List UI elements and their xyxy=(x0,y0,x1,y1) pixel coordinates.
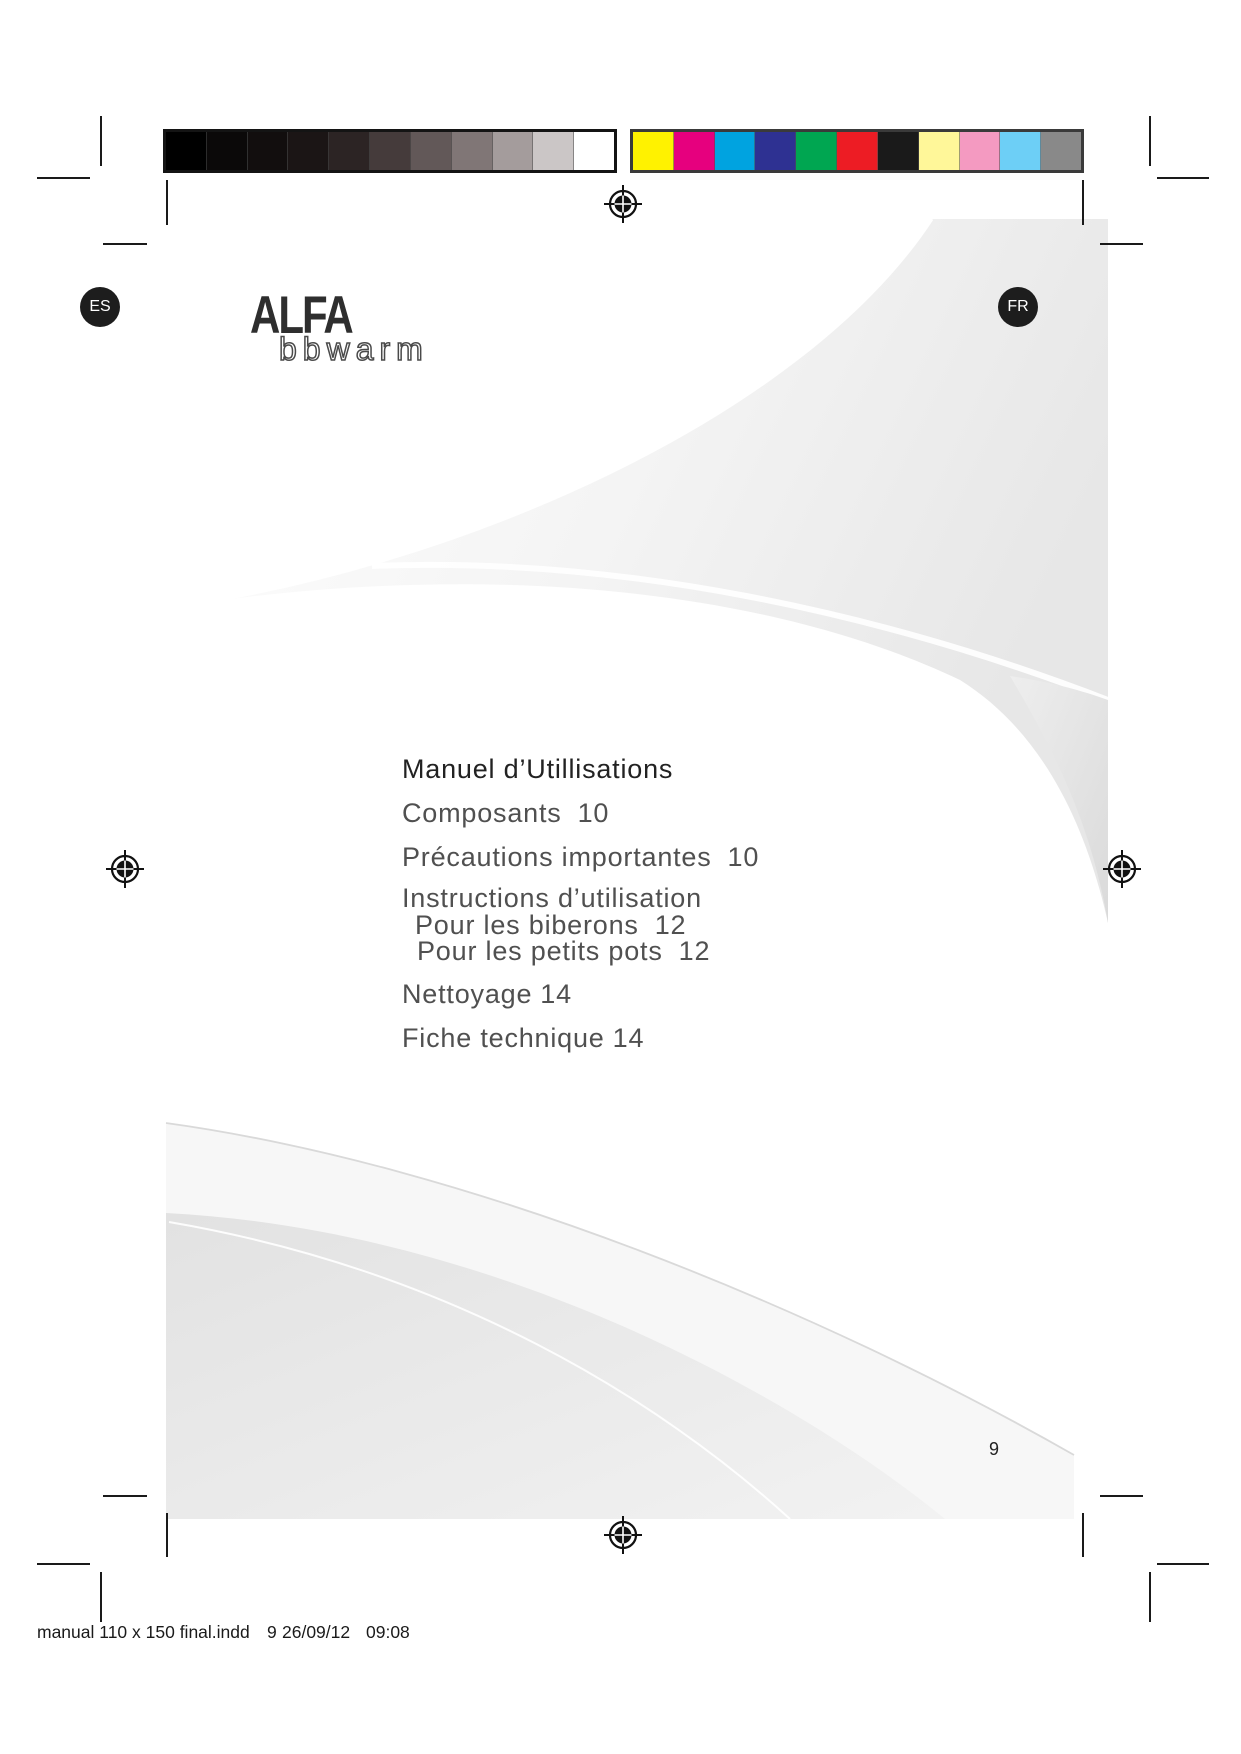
slug-date: 26/09/12 xyxy=(282,1622,351,1642)
language-tab-left-clip xyxy=(89,287,123,327)
crop-mark xyxy=(166,1513,168,1557)
toc-subentry-label: Pour les petits pots xyxy=(417,936,663,966)
color-swatch xyxy=(674,132,715,170)
color-swatch xyxy=(288,132,329,170)
crop-mark xyxy=(1157,177,1209,179)
toc-entry-label: Nettoyage xyxy=(402,979,533,1009)
toc-entry-label: Fiche technique xyxy=(402,1023,605,1053)
toc-entry-label: Instructions d’utilisation xyxy=(402,883,702,913)
color-swatch xyxy=(574,132,614,170)
registration-mark xyxy=(601,182,645,226)
crop-mark xyxy=(1157,1563,1209,1565)
toc-entry-page: 10 xyxy=(727,842,760,872)
toc-entry-page: 14 xyxy=(612,1023,645,1053)
slug-file-name: manual 110 x 150 final.indd xyxy=(37,1622,250,1642)
color-swatch xyxy=(633,132,674,170)
language-tab-es: ES xyxy=(80,287,120,327)
crop-mark xyxy=(1082,180,1084,225)
page-number: 9 xyxy=(989,1439,1000,1459)
color-swatch xyxy=(411,132,452,170)
toc-entry xyxy=(402,1022,644,1054)
color-swatch xyxy=(960,132,1001,170)
color-swatch xyxy=(1041,132,1081,170)
registration-mark xyxy=(103,847,147,891)
color-swatch xyxy=(493,132,534,170)
toc-entry-page: 14 xyxy=(540,979,572,1009)
toc-subentry-page: 12 xyxy=(678,936,711,966)
color-swatch xyxy=(715,132,756,170)
grayscale-color-bar xyxy=(163,129,617,173)
toc-entry xyxy=(402,797,609,829)
toc-entry xyxy=(402,841,759,873)
language-tab-fr: FR xyxy=(998,287,1038,327)
crop-mark xyxy=(37,177,90,179)
color-swatch xyxy=(837,132,878,170)
crop-mark xyxy=(1082,1513,1084,1557)
color-swatch xyxy=(919,132,960,170)
toc-subentry xyxy=(417,935,710,967)
toc-entry xyxy=(402,978,572,1010)
crop-mark xyxy=(1100,243,1143,245)
color-swatch xyxy=(329,132,370,170)
toc-entry-label: Précautions importantes xyxy=(402,842,712,872)
toc-entry-page: 10 xyxy=(577,798,610,828)
color-swatch xyxy=(878,132,919,170)
crop-mark xyxy=(1149,116,1151,166)
toc-entry-label: Composants xyxy=(402,798,562,828)
registration-mark xyxy=(1100,847,1144,891)
toc-subentry-page: 12 xyxy=(654,910,687,940)
toc-title: Manuel d’Utillisations xyxy=(402,754,674,784)
crop-mark xyxy=(100,1572,102,1622)
brand-logo-wordmark: ALFA xyxy=(250,285,352,344)
crop-mark xyxy=(103,1495,147,1497)
color-swatch xyxy=(1000,132,1041,170)
color-swatch xyxy=(248,132,289,170)
color-swatch xyxy=(370,132,411,170)
slug-time: 09:08 xyxy=(366,1622,410,1642)
color-swatch xyxy=(533,132,574,170)
color-swatch xyxy=(755,132,796,170)
process-color-bar xyxy=(630,129,1084,173)
crop-mark xyxy=(103,243,147,245)
crop-mark xyxy=(166,180,168,225)
color-swatch xyxy=(207,132,248,170)
registration-mark xyxy=(601,1513,645,1557)
crop-mark xyxy=(100,116,102,166)
slug-page: 9 xyxy=(267,1622,277,1642)
color-swatch xyxy=(166,132,207,170)
color-swatch xyxy=(452,132,493,170)
color-swatch xyxy=(796,132,837,170)
product-logo-wordmark: bbwarm xyxy=(279,331,429,367)
crop-mark xyxy=(1149,1572,1151,1622)
toc-subentry-label: Pour les biberons xyxy=(415,910,639,940)
crop-mark xyxy=(1100,1495,1143,1497)
crop-mark xyxy=(37,1563,90,1565)
